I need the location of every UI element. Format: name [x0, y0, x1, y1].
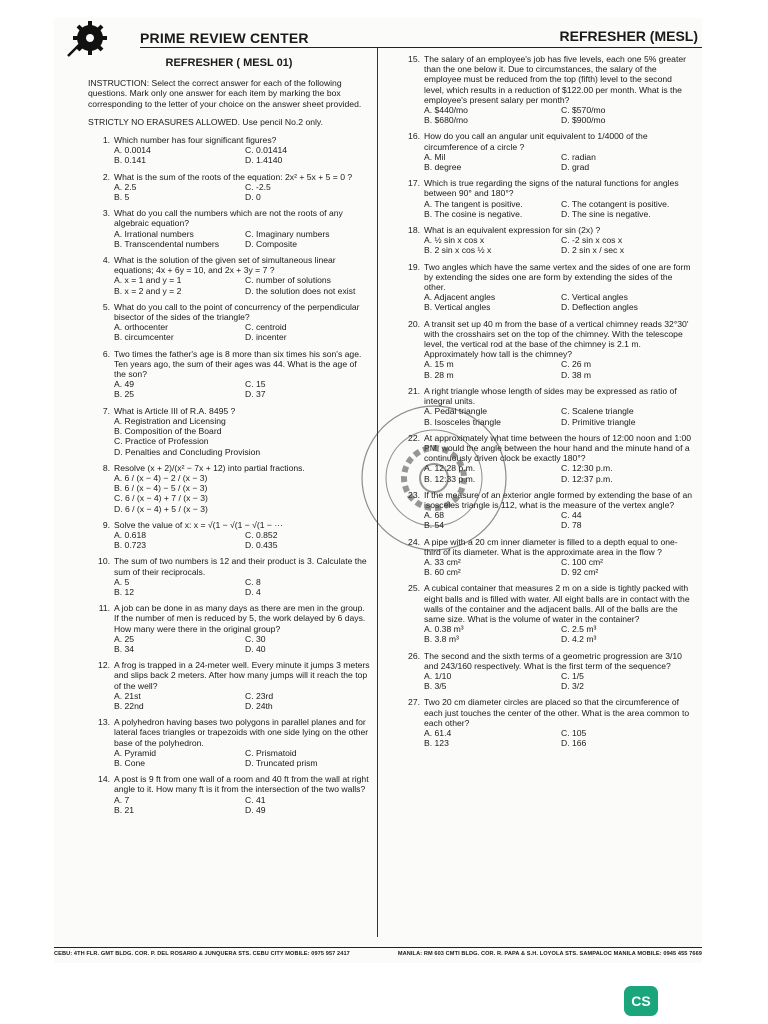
answer-option: D. 78 [561, 520, 582, 531]
question-text: A frog is trapped in a 24-meter well. Every minute it jumps 3 meters and slips back 2 meters. After how many jumps will it reach the top of the well? [114, 660, 370, 691]
question-item [398, 262, 692, 313]
answer-option: D. 37 [245, 389, 266, 400]
answer-option: C. 6 / (x − 4) + 7 / (x − 3) [114, 493, 208, 504]
answer-option: D. 40 [245, 643, 266, 654]
answer-option: B. Cone [114, 757, 146, 768]
page-footer [54, 947, 702, 957]
question-text: A job can be done in as many days as there are men in the group. If the number of men is reduced by 5, the work delayed by 6 days. How many were there in the original group? [114, 603, 366, 634]
question-item [88, 774, 370, 815]
answer-options [424, 359, 692, 379]
answer-option: D. 3/2 [561, 681, 584, 692]
answer-options [424, 728, 692, 748]
answer-options [114, 795, 370, 815]
answer-option: D. Composite [245, 238, 298, 249]
question-text: A cubical container that measures 2 m on a side is tightly packed with eight balls and is filled with water. All eight balls are in contact with the walls of the container and the adjacent balls. All of the balls are the same size. What is the volume of water in the container? [424, 583, 690, 624]
answer-option: A. The tangent is positive. [424, 198, 523, 209]
question-number: 23. [408, 489, 420, 500]
question-text: How do you call an angular unit equivalent to 1/4000 of the circumference of a circle ? [424, 131, 648, 152]
answer-options [114, 275, 370, 295]
answer-option: A. 2.5 [114, 181, 137, 192]
answer-option: C. The cotangent is positive. [561, 198, 670, 209]
answer-option: A. Mil [424, 151, 446, 162]
question-number: 2. [102, 171, 110, 182]
answer-option: B. x = 2 and y = 2 [114, 285, 182, 296]
answer-option: B. Composition of the Board [114, 426, 222, 437]
answer-options [114, 322, 370, 342]
answer-option: D. 0.435 [245, 540, 278, 551]
answer-option: D. Primitive triangle [561, 416, 636, 427]
answer-option: D. 6 / (x − 4) + 5 / (x − 3) [114, 503, 208, 514]
question-number: 11. [98, 603, 110, 614]
answer-options [114, 748, 370, 768]
answer-option: A. 61.4 [424, 727, 452, 738]
question-text: What do you call to the point of concurrency of the perpendicular bisector of the sides of the triangle? [114, 301, 360, 323]
answer-option: A. $440/mo [424, 105, 468, 116]
question-item [88, 660, 370, 711]
answer-option: C. 26 m [561, 359, 592, 370]
answer-option: C. Practice of Profession [114, 436, 209, 447]
answer-option: C. 30 [245, 633, 266, 644]
question-list-left [88, 135, 370, 815]
answer-options [424, 199, 692, 219]
answer-option: D. incenter [245, 332, 287, 343]
answer-options [424, 624, 692, 644]
answer-option: A. 33 cm² [424, 556, 461, 567]
answer-option: D. The sine is negative. [561, 208, 651, 219]
answer-option: D. 0 [245, 192, 261, 203]
question-number: 10. [98, 556, 110, 567]
answer-option: B. The cosine is negative. [424, 208, 523, 219]
question-number: 24. [408, 536, 420, 547]
question-number: 22. [408, 432, 420, 443]
answer-option: A. 0.618 [114, 529, 147, 540]
question-item [398, 319, 692, 380]
answer-option: B. 123 [424, 738, 449, 749]
question-item [88, 302, 370, 343]
instruction-text: INSTRUCTION: Select the correct answer for each of the following questions. Mark only one answer for each item by marking the box corresponding to the letter of your choice on the answer sheet provided. [88, 78, 362, 109]
answer-option: A. 6 / (x − 4) − 2 / (x − 3) [114, 472, 208, 483]
question-item [88, 717, 370, 768]
answer-option: A. 25 [114, 633, 135, 644]
answer-option: A. orthocenter [114, 322, 168, 333]
answer-option: C. 1/5 [561, 670, 584, 681]
answer-options [114, 379, 370, 399]
manila-address: MANILA: RM 603 CMTI BLDG. COR. R. PAPA & S.H. LOYOLA STS. SAMPALOC MANILA MOBILE: 0945 455 7669 [397, 951, 702, 957]
answer-options [424, 292, 692, 312]
answer-option: C. 2.5 m³ [561, 624, 597, 635]
answer-option: A. Pyramid [114, 747, 157, 758]
question-text: The second and the sixth terms of a geometric progression are 3/10 and 243/160 respectively. What is the first term of the sequence? [424, 650, 682, 671]
answer-option: B. 2 sin x cos ½ x [424, 245, 492, 256]
question-number: 19. [408, 261, 420, 272]
answer-option: C. Vertical angles [561, 292, 628, 303]
question-number: 5. [102, 301, 110, 312]
answer-option: B. 3.8 m³ [424, 634, 459, 645]
answer-option: B. 5 [114, 192, 130, 203]
answer-option: A. 21st [114, 690, 141, 701]
answer-option: C. radian [561, 151, 596, 162]
question-text: What do you call the numbers which are not the roots of any algebraic equation? [114, 208, 343, 229]
answer-option: D. Deflection angles [561, 302, 638, 313]
question-number: 27. [408, 697, 420, 708]
question-number: 17. [408, 178, 420, 189]
question-item [398, 131, 692, 172]
question-text: Two angles which have the same vertex and the sides of one are form by extending the sides one are form by extending the sides of the other. [424, 261, 691, 293]
answer-option: B. degree [424, 162, 462, 173]
answer-option: D. 49 [245, 804, 266, 815]
cebu-address: CEBU: 4TH FLR. GMT BLDG. COR. P. DEL ROSARIO & JUNQUERA STS. CEBU CITY MOBILE: 0975 957 2417 [54, 951, 350, 957]
exam-page [54, 18, 702, 963]
answer-option: C. 15 [245, 379, 266, 390]
answer-option: B. Vertical angles [424, 302, 491, 313]
answer-options [114, 229, 370, 249]
question-item [398, 178, 692, 219]
answer-options [114, 145, 370, 165]
question-number: 7. [102, 405, 110, 416]
question-text: A transit set up 40 m from the base of a vertical chimney reads 32°30' with the crosshairs set on the top of the chimney. With the telescope level, the vertical rod at the base of the chimney is 2.1 m. Approximately how tall is the chimney? [424, 318, 689, 360]
answer-option: A. 68 [424, 510, 445, 521]
answer-option: C. 105 [561, 727, 587, 738]
answer-option: B. Isosceles triangle [424, 416, 501, 427]
review-center-name: PRIME REVIEW CENTER [140, 30, 309, 46]
answer-option: A. x = 1 and y = 1 [114, 275, 182, 286]
answer-option: A. 0.38 m³ [424, 624, 464, 635]
question-text: A right triangle whose length of sides may be expressed as ratio of integral units. [424, 385, 677, 407]
answer-option: D. grad [561, 162, 590, 173]
answer-option: B. $680/mo [424, 115, 468, 126]
question-number: 25. [408, 583, 420, 594]
question-text: Which number has four significant figures? [114, 135, 277, 146]
answer-option: D. Penalties and Concluding Provision [114, 446, 261, 457]
question-item [88, 603, 370, 654]
answer-option: C. 100 cm² [561, 556, 604, 567]
page-header [54, 18, 702, 46]
answer-options [424, 152, 692, 172]
question-number: 14. [98, 774, 110, 785]
answer-option: B. 28 m [424, 369, 454, 380]
answer-option: D. the solution does not exist [245, 285, 356, 296]
question-item [88, 406, 370, 457]
question-text: The sum of two numbers is 12 and their product is 3. Calculate the sum of their reciprocals. [114, 556, 367, 577]
question-number: 20. [408, 318, 420, 329]
camscanner-badge: CS [624, 986, 658, 1016]
answer-option: D. 2 sin x / sec x [561, 245, 625, 256]
answer-option: D. 12:37 p.m. [561, 473, 613, 484]
question-text: A pipe with a 20 cm inner diameter is filled to a depth equal to one-third of its diameter. What is the approximate area in the flow ? [424, 536, 678, 557]
question-item [398, 54, 692, 125]
answer-option: B. 34 [114, 643, 135, 654]
answer-option: C. centroid [245, 322, 287, 333]
answer-option: B. 3/5 [424, 681, 447, 692]
answer-options [114, 182, 370, 202]
answer-option: B. 12:33 p.m. [424, 473, 476, 484]
answer-option: C. 44 [561, 510, 582, 521]
question-item [88, 208, 370, 249]
question-item [398, 583, 692, 644]
answer-option: C. 23rd [245, 690, 274, 701]
answer-option: B. 25 [114, 389, 135, 400]
question-text: Two times the father's age is 8 more than six times his son's age. Ten years ago, the sum of their ages was 44. What is the age of the son? [114, 348, 362, 380]
answer-option: C. 12:30 p.m. [561, 463, 613, 474]
question-text: Two 20 cm diameter circles are placed so that the circumference of each just touches the center of the other. What is the area common to each other? [424, 697, 690, 728]
answer-option: B. 21 [114, 804, 135, 815]
answer-option: A. 1/10 [424, 670, 452, 681]
question-text: Which is true regarding the signs of the natural functions for angles between 90° and 180°? [424, 178, 679, 199]
answer-option: C. -2 sin x cos x [561, 235, 623, 246]
question-number: 12. [98, 660, 110, 671]
answer-option: A. 7 [114, 794, 130, 805]
question-text: If the measure of an exterior angle formed by extending the base of an isosceles triangle is 112, what is the measure of the vertex angle? [424, 489, 693, 510]
question-item [398, 225, 692, 256]
answer-option: A. Adjacent angles [424, 292, 496, 303]
answer-option: C. 0.852 [245, 529, 278, 540]
question-number: 21. [408, 385, 420, 396]
answer-options [424, 557, 692, 577]
exam-title: REFRESHER ( MESL 01) [165, 57, 293, 69]
answer-options [424, 671, 692, 691]
answer-option: B. 54 [424, 520, 445, 531]
question-text: A polyhedron having bases two polygons in parallel planes and for lateral faces triangles or trapezoids with one side lying on the other base of the polyhedron. [114, 717, 369, 748]
answer-option: A. ½ sin x cos x [424, 235, 485, 246]
answer-options [424, 235, 692, 255]
answer-option: B. 6 / (x − 4) − 5 / (x − 3) [114, 483, 208, 494]
refresher-tag: REFRESHER (MESL) [559, 28, 698, 44]
question-text: What is Article III of R.A. 8495 ? [114, 405, 236, 416]
answer-option: B. Transcendental numbers [114, 238, 220, 249]
answer-options [424, 105, 692, 125]
answer-option: B. 12 [114, 586, 135, 597]
answer-option: C. Prismatoid [245, 747, 297, 758]
answer-option: B. 0.141 [114, 155, 147, 166]
answer-option: D. 4.2 m³ [561, 634, 597, 645]
answer-option: C. $570/mo [561, 105, 606, 116]
no-erasures-note: STRICTLY NO ERASURES ALLOWED. Use pencil No.2 only. [88, 116, 323, 127]
question-number: 6. [102, 348, 110, 359]
answer-options [114, 416, 370, 457]
question-item [398, 651, 692, 692]
answer-option: C. 41 [245, 794, 266, 805]
answer-options [114, 530, 370, 550]
answer-option: B. 22nd [114, 700, 144, 711]
question-text: Solve the value of x: x = √(1 − √(1 − √(1 − ··· [114, 519, 283, 530]
answer-option: C. -2.5 [245, 181, 271, 192]
question-text: Resolve (x + 2)/(x² − 7x + 12) into partial fractions. [114, 462, 305, 473]
answer-option: C. Imaginary numbers [245, 228, 330, 239]
question-text: At approximately what time between the hours of 12:00 noon and 1:00 PM, would the angle between the hour hand and the minute hand of a continuously driven clock be exactly 180°? [424, 432, 692, 464]
answer-options [114, 691, 370, 711]
answer-options [114, 577, 370, 597]
question-number: 9. [102, 519, 110, 530]
answer-option: A. Pedal triangle [424, 406, 488, 417]
question-text: What is an equivalent expression for sin (2x) ? [424, 225, 601, 236]
question-item [88, 135, 370, 166]
answer-option: C. Scalene triangle [561, 406, 634, 417]
answer-option: C. 8 [245, 576, 261, 587]
question-item [88, 172, 370, 203]
question-item [88, 520, 370, 551]
answer-option: A. Registration and Licensing [114, 415, 226, 426]
question-item [88, 463, 370, 514]
question-number: 8. [102, 462, 110, 473]
question-text: A post is 9 ft from one wall of a room and 40 ft from the wall at right angle to it. How many ft is it from the intersection of the two walls? [114, 774, 369, 795]
answer-option: A. 15 m [424, 359, 454, 370]
question-item [88, 556, 370, 597]
answer-option: B. 0.723 [114, 540, 147, 551]
institute-seal [354, 398, 514, 558]
answer-option: D. 4 [245, 586, 261, 597]
answer-option: D. $900/mo [561, 115, 606, 126]
answer-option: A. 0.0014 [114, 145, 151, 156]
question-number: 15. [408, 54, 420, 64]
left-column [88, 54, 370, 821]
answer-option: D. 38 m [561, 369, 592, 380]
question-text: What is the solution of the given set of simultaneous linear equations; 4x + 6y = 10, and 2x + 3y = 7 ? [114, 255, 336, 276]
question-item [398, 697, 692, 748]
question-number: 18. [408, 225, 420, 236]
answer-option: B. 60 cm² [424, 567, 461, 578]
question-number: 4. [102, 255, 110, 266]
question-item [88, 349, 370, 400]
question-number: 3. [102, 208, 110, 219]
answer-options [114, 473, 370, 514]
answer-option: A. 5 [114, 576, 130, 587]
answer-option: D. 1.4140 [245, 155, 283, 166]
answer-options [114, 634, 370, 654]
question-number: 13. [98, 717, 110, 728]
answer-option: D. Truncated prism [245, 757, 318, 768]
question-number: 1. [102, 135, 110, 146]
answer-option: D. 92 cm² [561, 567, 599, 578]
answer-option: C. 0.01414 [245, 145, 288, 156]
header-rule [140, 47, 702, 48]
answer-option: A. 12:28 p.m. [424, 463, 476, 474]
question-item [88, 255, 370, 296]
question-text: What is the sum of the roots of the equation: 2x² + 5x + 5 = 0 ? [114, 171, 353, 182]
answer-option: B. circumcenter [114, 332, 174, 343]
question-number: 26. [408, 650, 420, 661]
answer-option: D. 24th [245, 700, 273, 711]
answer-option: C. number of solutions [245, 275, 331, 286]
answer-option: A. Irrational numbers [114, 228, 194, 239]
question-text: The salary of an employee's job has five levels, each one 5% greater than the one below it. Due to circumstances, the salary of the employee must be reduced from the top (fifth) level to the second level, which results in a reduction of $122.00 per month. What is the employee's present salary per month? [424, 54, 686, 105]
question-number: 16. [408, 131, 420, 142]
answer-option: D. 166 [561, 738, 587, 749]
answer-option: A. 49 [114, 379, 135, 390]
